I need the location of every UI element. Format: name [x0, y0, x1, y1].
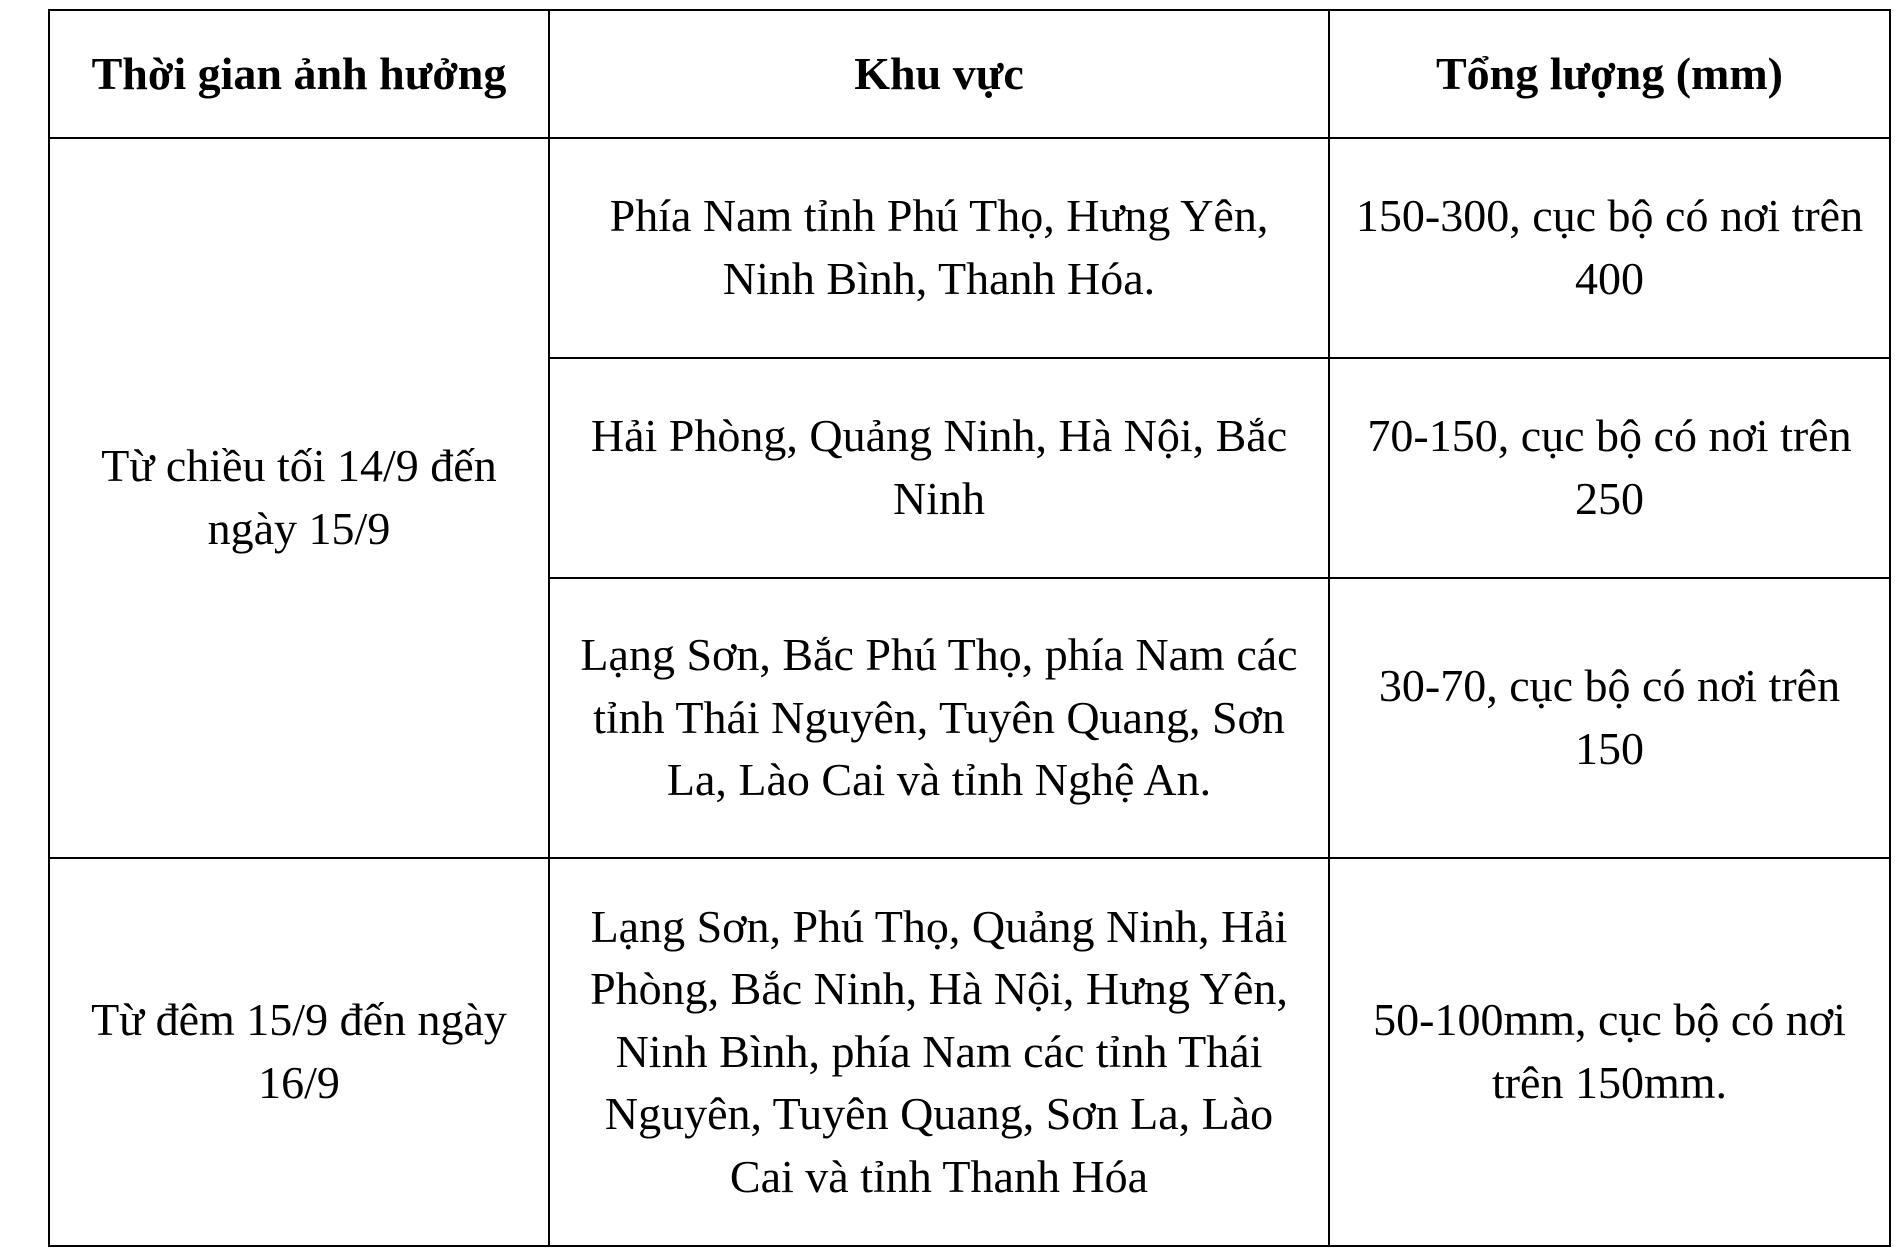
- total-cell: 70-150, cục bộ có nơi trên 250: [1329, 358, 1890, 578]
- header-area: Khu vực: [549, 10, 1329, 138]
- table-row: [49, 138, 1890, 358]
- total-cell: 50-100mm, cục bộ có nơi trên 150mm.: [1329, 858, 1890, 1246]
- period-time-cell: Từ chiều tối 14/9 đến ngày 15/9: [49, 138, 549, 858]
- header-row: [49, 10, 1890, 138]
- header-time: Thời gian ảnh hưởng: [49, 10, 549, 138]
- table-row: [49, 858, 1890, 1246]
- rainfall-table: [48, 9, 1891, 1247]
- area-cell: Hải Phòng, Quảng Ninh, Hà Nội, Bắc Ninh: [549, 358, 1329, 578]
- header-total: Tổng lượng (mm): [1329, 10, 1890, 138]
- total-cell: 30-70, cục bộ có nơi trên 150: [1329, 578, 1890, 858]
- total-cell: 150-300, cục bộ có nơi trên 400: [1329, 138, 1890, 358]
- area-cell: Lạng Sơn, Bắc Phú Thọ, phía Nam các tỉnh Thái Nguyên, Tuyên Quang, Sơn La, Lào Cai và tỉnh Nghệ An.: [549, 578, 1329, 858]
- period-time-cell: Từ đêm 15/9 đến ngày 16/9: [49, 858, 549, 1246]
- area-cell: Phía Nam tỉnh Phú Thọ, Hưng Yên, Ninh Bình, Thanh Hóa.: [549, 138, 1329, 358]
- area-cell: Lạng Sơn, Phú Thọ, Quảng Ninh, Hải Phòng, Bắc Ninh, Hà Nội, Hưng Yên, Ninh Bình, phía Nam các tỉnh Thái Nguyên, Tuyên Quang, Sơn La, Lào Cai và tỉnh Thanh Hóa: [549, 858, 1329, 1246]
